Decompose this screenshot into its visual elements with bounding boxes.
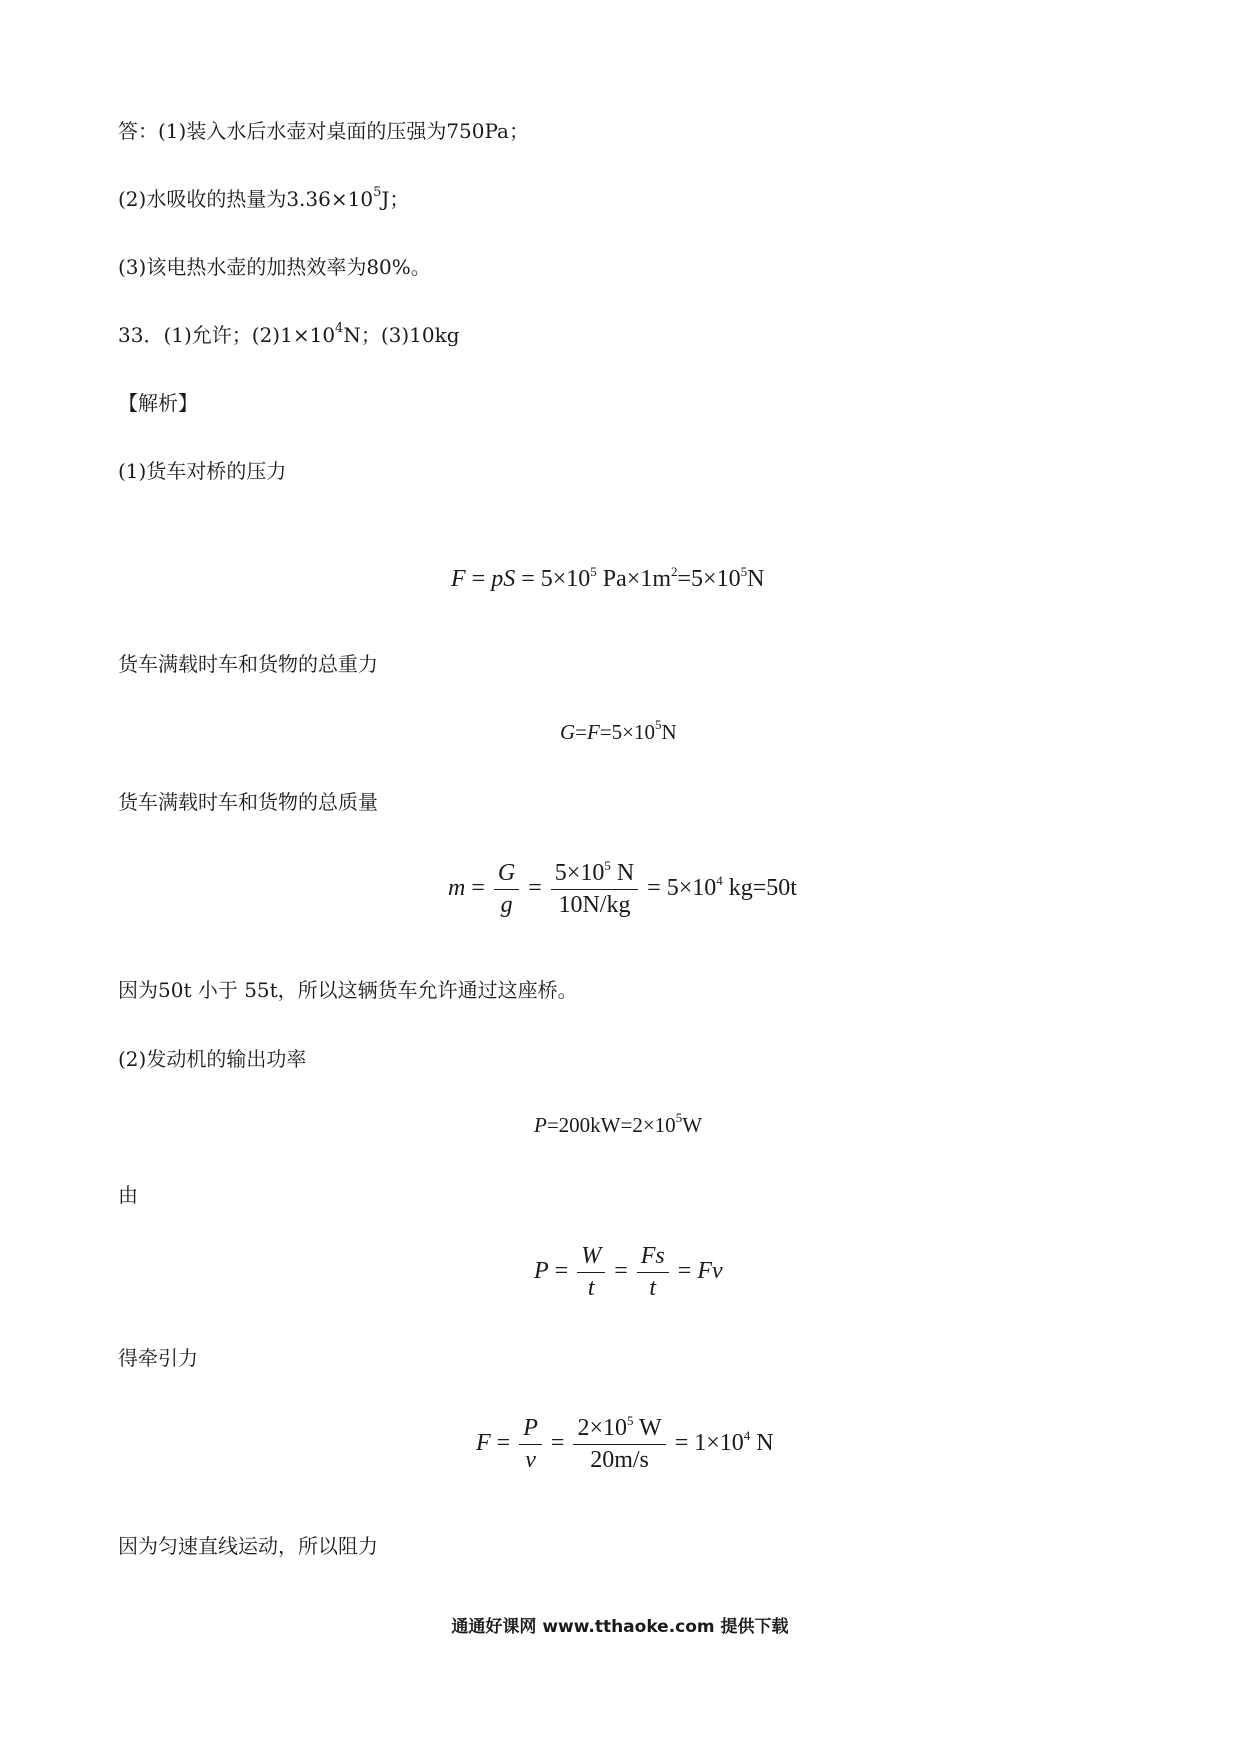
analysis-heading: 【解析】 <box>118 391 198 415</box>
fraction-G-over-g <box>494 860 519 919</box>
symbol-F: F <box>587 720 600 744</box>
conclusion-line: 因为50t 小于 55t，所以这辆货车允许通过这座桥。 <box>118 978 578 1002</box>
equals: = <box>575 720 588 744</box>
fraction-power-over-speed <box>573 1415 665 1474</box>
part2-title: (2)发动机的输出功率 <box>118 1047 307 1071</box>
numerator: G <box>497 860 516 886</box>
answer-line-2 <box>118 185 409 213</box>
equals: = <box>548 1258 575 1285</box>
symbol-m: m <box>448 875 466 902</box>
num-b: W <box>633 1415 662 1441</box>
numerator <box>573 1415 665 1444</box>
num-b: N <box>610 860 635 886</box>
eq4-unit: W <box>682 1113 703 1137</box>
eq1-part-a: = 5×10 <box>515 566 591 592</box>
equals: = <box>544 1430 571 1457</box>
eq1-part-b: Pa×1m <box>596 566 671 592</box>
answer-line-1: 答：(1)装入水后水壶对桌面的压强为750Pa； <box>118 119 529 143</box>
eq1-part-d: N <box>747 566 765 592</box>
equation-power-formula <box>534 1243 723 1302</box>
denominator: 20m/s <box>573 1444 665 1474</box>
by-label: 由 <box>118 1183 138 1207</box>
num-a: 2×10 <box>577 1415 627 1441</box>
num-exp: 5 <box>626 1413 634 1428</box>
equals: = <box>465 875 491 902</box>
equals: = <box>490 1430 517 1457</box>
answer-line-3: (3)该电热水壶的加热效率为80%。 <box>118 255 431 279</box>
denominator: g <box>494 889 519 919</box>
symbol-p: p <box>491 566 504 592</box>
equation-pressure-force <box>451 566 764 593</box>
eq6-rest-a: = 1×10 <box>668 1430 744 1457</box>
fraction-weight-over-g <box>551 860 638 919</box>
equation-power <box>534 1110 703 1138</box>
numerator: W <box>581 1243 602 1269</box>
denominator: v <box>519 1444 542 1474</box>
eq2-exp: 5 <box>655 717 662 732</box>
equals: = <box>522 875 548 902</box>
question-33-answer <box>118 321 460 349</box>
total-gravity-label: 货车满载时车和货物的总重力 <box>118 652 378 676</box>
equation-mass <box>448 860 797 919</box>
eq3-rest-b: kg=50t <box>722 875 797 902</box>
denominator: 10N/kg <box>551 889 638 919</box>
symbol-F: F <box>476 1430 491 1457</box>
eq6-rest-b: N <box>750 1430 774 1457</box>
answer-2-prefix: (2)水吸收的热量为3.36×10 <box>118 187 374 211</box>
q33-prefix: 33．(1)允许；(2)1×10 <box>118 323 336 347</box>
equation-gravity <box>560 717 677 745</box>
numerator: Fs <box>640 1243 665 1269</box>
symbol-P: P <box>534 1258 549 1285</box>
denominator: t <box>637 1272 669 1302</box>
symbol-P: P <box>534 1113 547 1137</box>
symbol-F: F <box>697 1258 712 1285</box>
fraction-P-over-v <box>519 1415 542 1474</box>
part1-title: (1)货车对桥的压力 <box>118 459 287 483</box>
equals: = <box>465 566 492 592</box>
equals: = <box>671 1258 698 1285</box>
num-a: 5×10 <box>554 860 605 886</box>
symbol-S: S <box>503 566 516 592</box>
numerator: P <box>523 1415 538 1441</box>
numerator <box>551 860 638 889</box>
fraction-Fs-over-t <box>637 1243 669 1302</box>
eq1-exp-1: 5 <box>590 564 597 579</box>
total-mass-label: 货车满载时车和货物的总质量 <box>118 790 378 814</box>
eq1-exp-3: 5 <box>740 564 748 579</box>
equals: = <box>608 1258 634 1285</box>
symbol-F: F <box>451 566 466 592</box>
traction-label: 得牵引力 <box>118 1346 198 1370</box>
eq4-exp: 5 <box>675 1110 683 1125</box>
symbol-v: v <box>711 1258 723 1285</box>
page-footer: 通通好课网 www.tthaoke.com 提供下载 <box>451 1617 789 1637</box>
eq1-exp-2: 2 <box>671 564 678 579</box>
eq3-rest-exp: 4 <box>716 873 723 889</box>
answer-2-suffix: J； <box>381 187 410 211</box>
q33-exponent: 4 <box>335 321 344 336</box>
eq2-rest: =5×10 <box>599 720 656 744</box>
symbol-G: G <box>560 720 576 744</box>
eq4-a: =200kW=2×10 <box>546 1113 676 1137</box>
uniform-motion-line: 因为匀速直线运动，所以阻力 <box>118 1534 378 1558</box>
equation-traction-force <box>476 1415 774 1474</box>
eq2-unit: N <box>661 720 677 744</box>
eq3-rest-a: = 5×10 <box>641 875 717 902</box>
answer-2-exponent: 5 <box>373 185 382 200</box>
fraction-W-over-t <box>577 1243 605 1302</box>
num-exp: 5 <box>604 858 611 873</box>
q33-suffix: N；(3)10kg <box>343 323 460 347</box>
denominator: t <box>577 1272 605 1302</box>
eq6-rest-exp: 4 <box>743 1428 751 1444</box>
eq1-part-c: =5×10 <box>677 566 741 592</box>
